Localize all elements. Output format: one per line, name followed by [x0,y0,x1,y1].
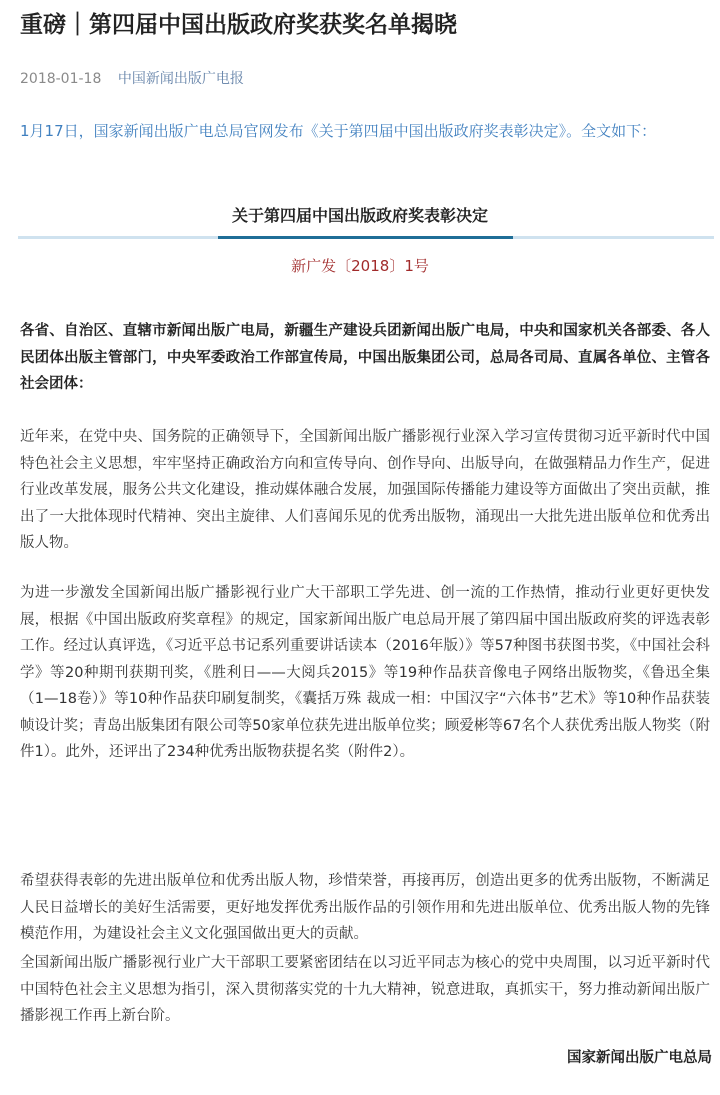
article-title: 重磅｜第四届中国出版政府奖获奖名单揭晓 [20,12,457,38]
publish-date: 2018-01-18 [20,71,102,87]
body-paragraph-2: 为进一步激发全国新闻出版广播影视行业广大干部职工学先进、创一流的工作热情，推动行业更好更快发展，根据《中国出版政府奖章程》的规定，国家新闻出版广电总局开展了第四届中国出版政府奖的评选表彰工作。经过认真评选，《习近平总书记系列重要讲话读本（2016年版）》等57种图书获图书奖，《中国社会科学》等20种期刊获期刊奖，《胜利日——大阅兵2015》等19种作品获音像电子网络出版物奖，《鲁迅全集（1—18卷）》等10种作品获印刷复制奖，《囊括万殊 裁成一相：中国汉字“六体书”艺术》等10种作品获装帧设计奖；青岛出版集团有限公司等50家单位获先进出版单位奖；顾爱彬等67名个人获优秀出版人物奖（附件1）。此外，还评出了234种优秀出版物获提名奖（附件2）。 [20,585,710,760]
intro-paragraph: 1月17日，国家新闻出版广电总局官网发布《关于第四届中国出版政府奖表彰决定》。全文如下： [20,122,657,140]
addressee-paragraph: 各省、自治区、直辖市新闻出版广电局，新疆生产建设兵团新闻出版广电局，中央和国家机关各部委、各人民团体出版主管部门，中央军委政治工作部宣传局，中国出版集团公司，总局各司局、直属各单位、主管各社会团体： [20,323,710,392]
source-link[interactable]: 中国新闻出版广电报 [117,71,244,87]
signature: 国家新闻出版广电总局 [567,1050,712,1066]
title-divider-accent [218,236,513,239]
body-paragraph-4: 全国新闻出版广播影视行业广大干部职工要紧密团结在以习近平同志为核心的党中央周围，以习近平新时代中国特色社会主义思想为指引，深入贯彻落实党的十九大精神，锐意进取，真抓实干，努力推动新闻出版广播影视工作再上新台阶。 [20,955,710,1024]
article-meta [20,68,244,88]
body-paragraph-1: 近年来，在党中央、国务院的正确领导下，全国新闻出版广播影视行业深入学习宣传贯彻习近平新时代中国特色社会主义思想，牢牢坚持正确政治方向和宣传导向、创作导向、出版导向，在做强精品力作生产，促进行业改革发展，服务公共文化建设，推动媒体融合发展，加强国际传播能力建设等方面做出了突出贡献，推出了一大批体现时代精神、突出主旋律、人们喜闻乐见的优秀出版物，涌现出一大批先进出版单位和优秀出版人物。 [20,429,710,551]
decision-title: 关于第四届中国出版政府奖表彰决定 [231,206,488,225]
body-paragraph-3: 希望获得表彰的先进出版单位和优秀出版人物，珍惜荣誉，再接再厉，创造出更多的优秀出版物，不断满足人民日益增长的美好生活需要，更好地发挥优秀出版作品的引领作用和先进出版单位、优秀出版人物的先锋模范作用，为建设社会主义文化强国做出更大的贡献。 [20,873,710,942]
document-number: 新广发〔2018〕1号 [291,257,429,275]
